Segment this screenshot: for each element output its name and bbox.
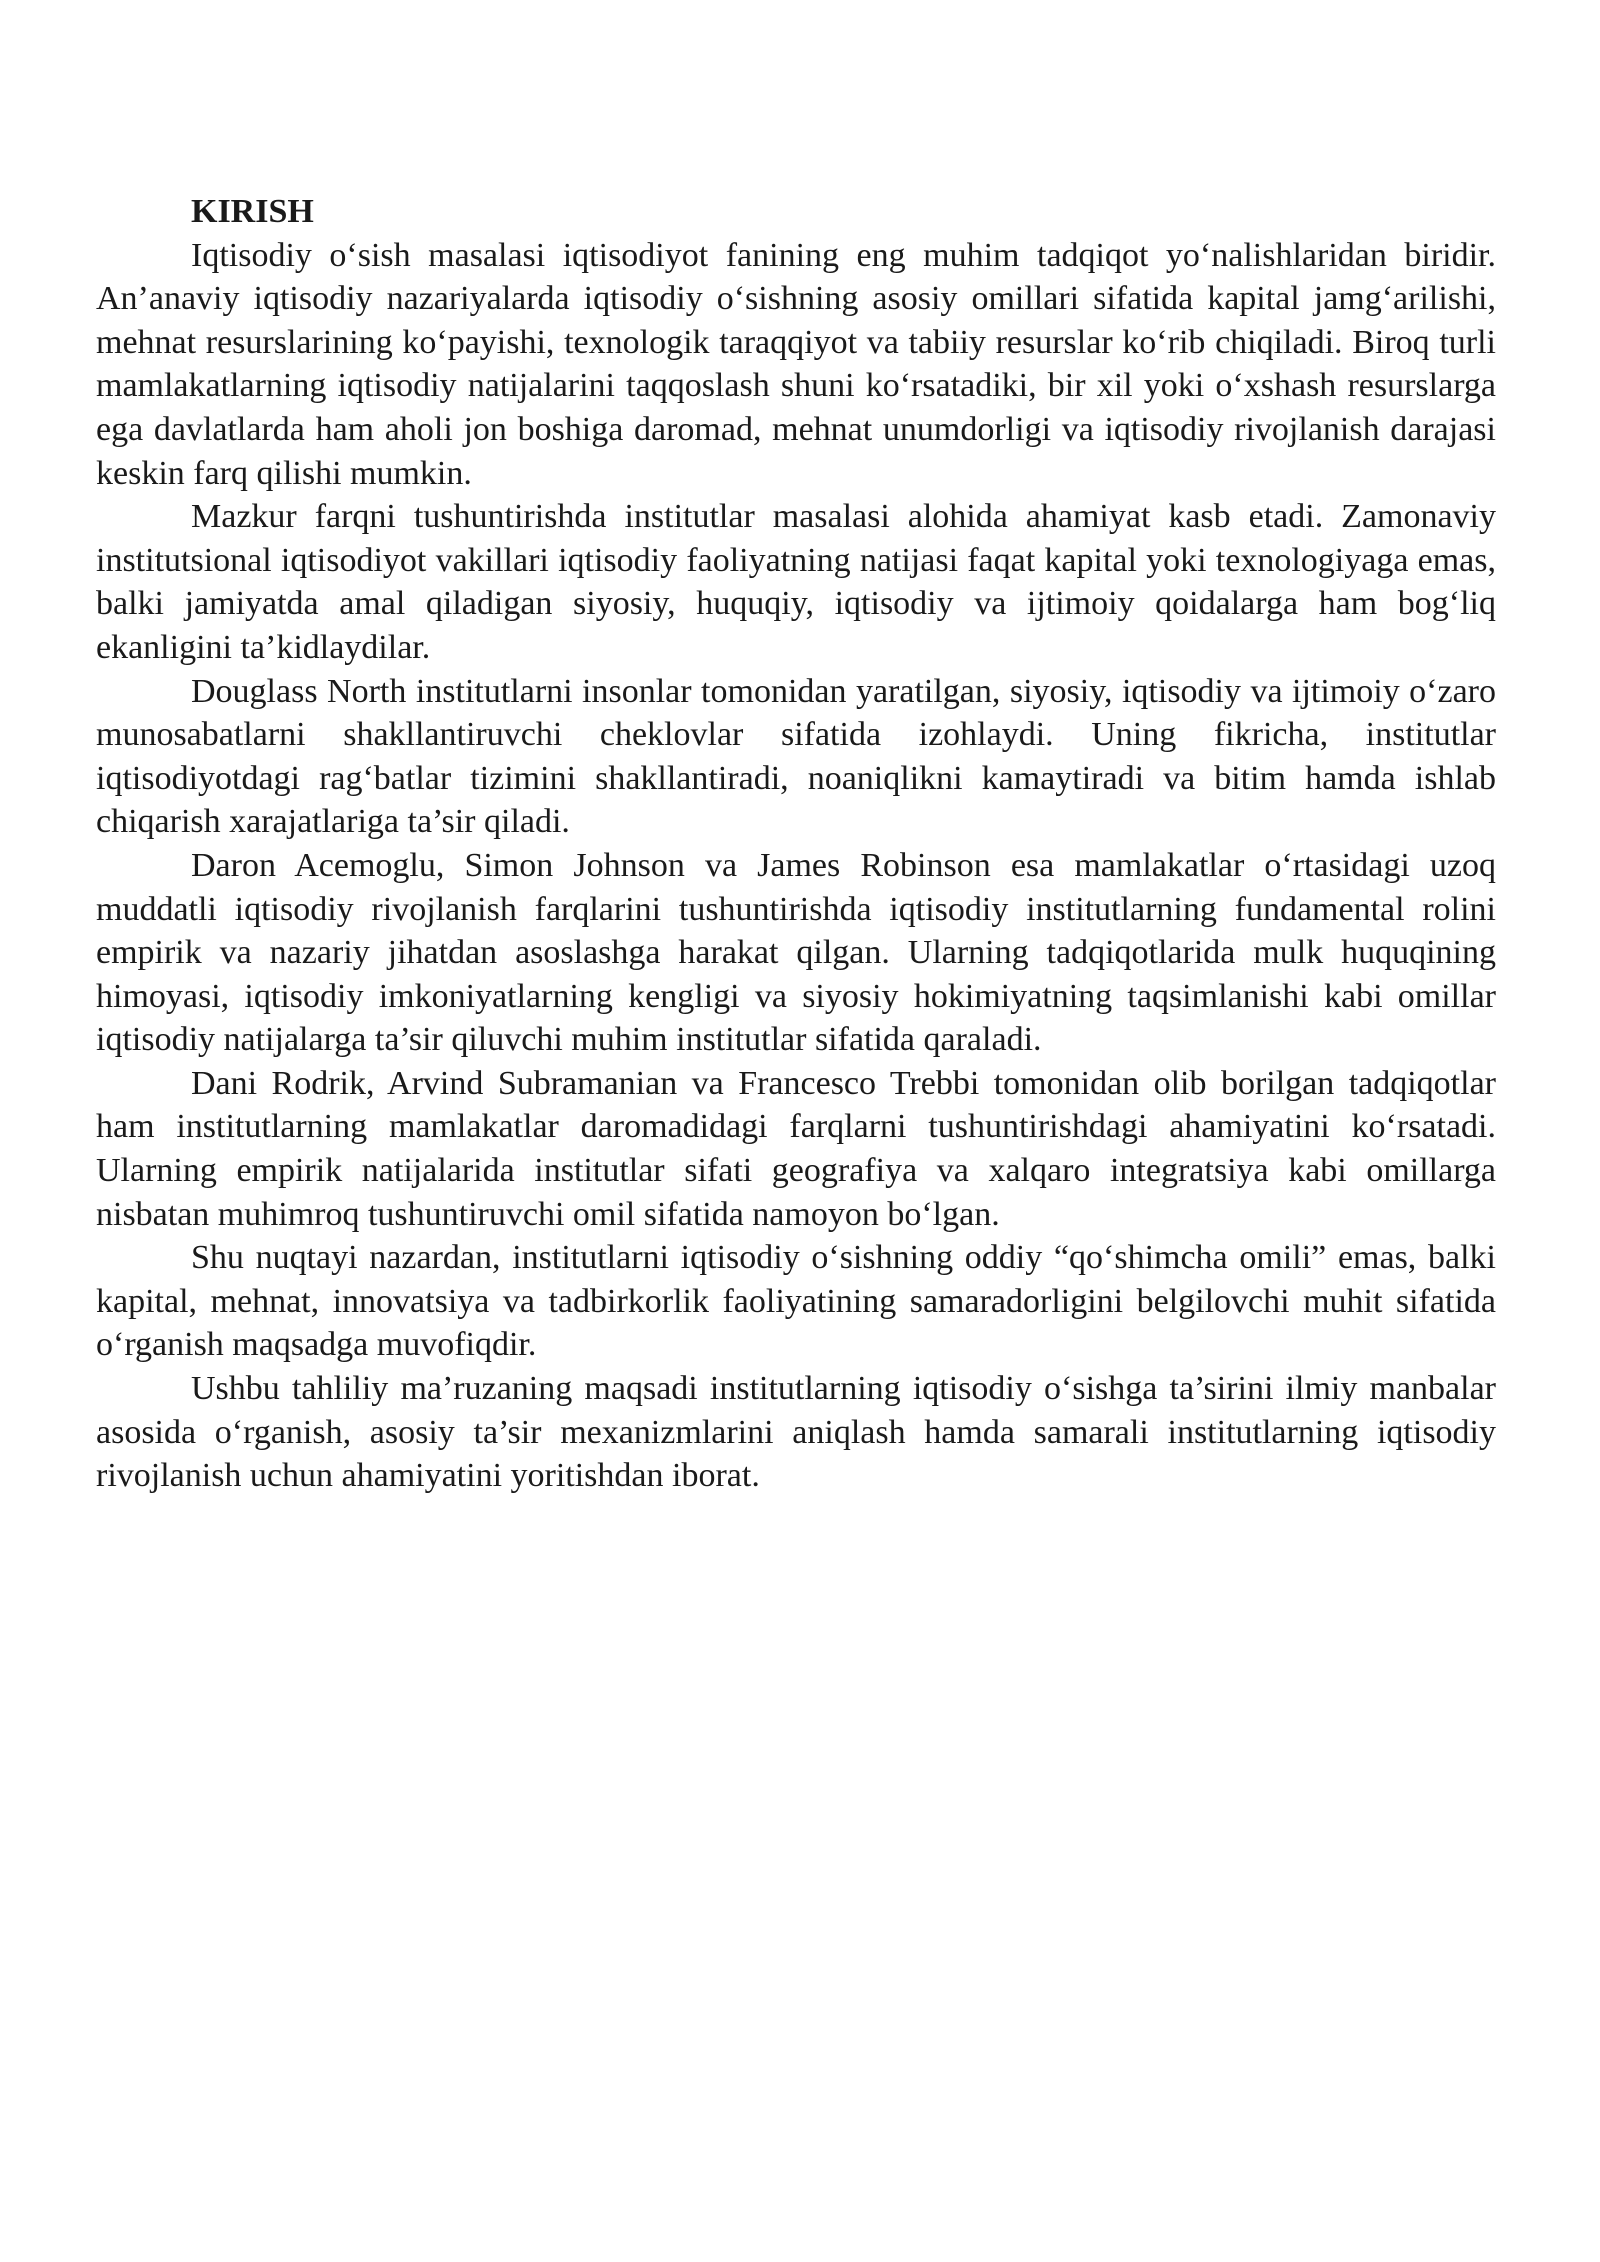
section-heading: KIRISH bbox=[191, 193, 314, 230]
paragraph-5: Dani Rodrik, Arvind Subramanian va Francesco Trebbi tomonidan olib borilgan tadqiqotlar ham institutlarning mamlakatlar daromadidagi farqlarni tushuntirishdagi ahamiyatini ko‘rsatadi. Ularning empirik natijalarida institutlar sifati geografiya va xalqaro integratsiya kabi omillarga nisbatan muhimroq tushuntiruvchi omil sifatida namoyon bo‘lgan. bbox=[96, 1064, 1496, 1233]
paragraph-1: Iqtisodiy o‘sish masalasi iqtisodiyot fanining eng muhim tadqiqot yo‘nalishlaridan biridir. An’anaviy iqtisodiy nazariyalarda iqtisodiy o‘sishning asosiy omillari sifatida kapital jamg‘arilishi, mehnat resurslarining ko‘payishi, texnologik taraqqiyot va tabiiy resurslar ko‘rib chiqiladi. Biroq turli mamlakatlarning iqtisodiy natijalarini taqqoslash shuni ko‘rsatadiki, bir xil yoki o‘xshash resurslarga ega davlatlarda ham aholi jon boshiga daromad, mehnat unumdorligi va iqtisodiy rivojlanish darajasi keskin farq qilishi mumkin. bbox=[96, 236, 1496, 492]
paragraph-2: Mazkur farqni tushuntirishda institutlar masalasi alohida ahamiyat kasb etadi. Zamonaviy institutsional iqtisodiyot vakillari iqtisodiy faoliyatning natijasi faqat kapital yoki texnologiyaga emas, balki jamiyatda amal qiladigan siyosiy, huquqiy, iqtisodiy va ijtimoiy qoidalarga ham bog‘liq ekanligini ta’kidlaydilar. bbox=[96, 498, 1496, 666]
document-page bbox=[96, 190, 1496, 1498]
paragraph-4: Daron Acemoglu, Simon Johnson va James Robinson esa mamlakatlar o‘rtasidagi uzoq muddatli iqtisodiy rivojlanish farqlarini tushuntirishda iqtisodiy institutlarning fundamental rolini empirik va nazariy jihatdan asoslashga harakat qilgan. Ularning tadqiqotlarida mulk huquqining himoyasi, iqtisodiy imkoniyatlarning kengligi va siyosiy hokimiyatning taqsimlanishi kabi omillar iqtisodiy natijalarga ta’sir qiluvchi muhim institutlar sifatida qaraladi. bbox=[96, 846, 1496, 1059]
paragraph-3: Douglass North institutlarni insonlar tomonidan yaratilgan, siyosiy, iqtisodiy va ijtimoiy o‘zaro munosabatlarni shakllantiruvchi cheklovlar sifatida izohlaydi. Uning fikricha, institutlar iqtisodiyotdagi rag‘batlar tizimini shakllantiradi, noaniqlikni kamaytiradi va bitim hamda ishlab chiqarish xarajatlariga ta’sir qiladi. bbox=[96, 672, 1496, 841]
paragraph-7: Ushbu tahliliy ma’ruzaning maqsadi institutlarning iqtisodiy o‘sishga ta’sirini ilmiy manbalar asosida o‘rganish, asosiy ta’sir mexanizmlarini aniqlash hamda samarali institutlarning iqtisodiy rivojlanish uchun ahamiyatini yoritishdan iborat. bbox=[96, 1370, 1496, 1495]
paragraph-6: Shu nuqtayi nazardan, institutlarni iqtisodiy o‘sishning oddiy “qo‘shimcha omili” emas, balki kapital, mehnat, innovatsiya va tadbirkorlik faoliyatining samaradorligini belgilovchi muhit sifatida o‘rganish maqsadga muvofiqdir. bbox=[96, 1239, 1496, 1364]
